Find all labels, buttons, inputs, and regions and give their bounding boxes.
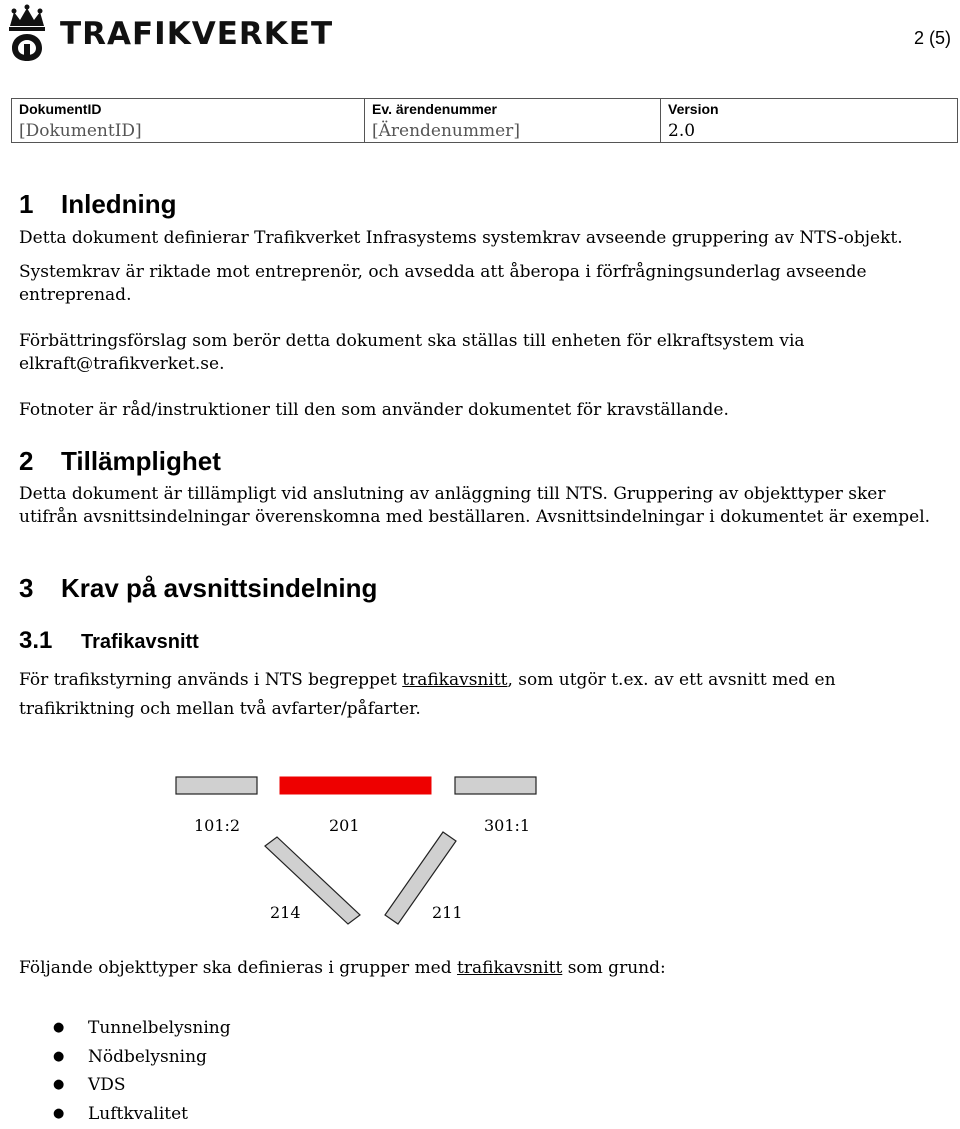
list-item: ● Tunnelbelysning	[19, 1014, 231, 1043]
doc-id-value: [DokumentID]	[19, 121, 142, 141]
list-item: ● Nödbelysning	[19, 1043, 231, 1072]
heading-krav-pa-avsnittsindelning: 3 Krav på avsnittsindelning	[19, 573, 378, 603]
label-201: 201	[329, 816, 360, 835]
list-item: ● VDS	[19, 1071, 231, 1100]
heading-tillamplighet: 2 Tillämplighet	[19, 446, 221, 476]
paragraph-1-1: Detta dokument definierar Trafikverket Infrasystems systemkrav avseende gruppering av NTS-objekt.	[19, 228, 903, 248]
paragraph-2-1: Detta dokument är tillämpligt vid anslutning av anläggning till NTS. Gruppering av objekttyper sker utifrån avsnittsindelningar överenskomna med beställaren. Avsnittsindelningar i dokumentet är exempel.	[19, 484, 931, 527]
paragraph-1-3: Förbättringsförslag som berör detta dokument ska ställas till enheten för elkraftsystem via elkraft@trafikverket.se.	[19, 331, 805, 374]
paragraph-1-2: Systemkrav är riktade mot entreprenör, och avsedda att åberopa i förfrågningsunderlag avseende entreprenad.	[19, 262, 867, 305]
heading-trafikavsnitt: 3.1 Trafikavsnitt	[19, 627, 199, 654]
case-number-value: [Ärendenummer]	[372, 121, 520, 141]
segment-101	[176, 777, 257, 794]
list-item: ● Luftkvalitet	[19, 1100, 231, 1129]
paragraph-3-1: För trafikstyrning används i NTS begreppet trafikavsnitt, som utgör t.ex. av ett avsnitt med en trafikriktning och mellan två avfarter/påfarter.	[19, 670, 836, 719]
label-101-2: 101:2	[194, 816, 241, 835]
label-211: 211	[432, 903, 463, 922]
object-type-list	[19, 1014, 231, 1129]
term-trafikavsnitt: trafikavsnitt	[402, 670, 508, 690]
heading-inledning: 1 Inledning	[19, 189, 177, 219]
doc-id-label: DokumentID	[19, 101, 102, 117]
version-label: Version	[668, 101, 719, 117]
segment-201-highlight	[280, 777, 431, 794]
term-trafikavsnitt-2: trafikavsnitt	[457, 958, 563, 978]
paragraph-3-2: Följande objekttyper ska definieras i grupper med trafikavsnitt som grund:	[19, 958, 666, 978]
version-value: 2.0	[668, 121, 696, 141]
label-214: 214	[270, 903, 301, 922]
label-301-1: 301:1	[484, 816, 531, 835]
paragraph-1-4: Fotnoter är råd/instruktioner till den som använder dokumentet för kravställande.	[19, 400, 729, 420]
page-number: 2 (5)	[913, 28, 951, 48]
logo-wordmark: TRAFIKVERKET	[60, 16, 334, 52]
segment-301	[455, 777, 536, 794]
case-number-label: Ev. ärendenummer	[372, 101, 498, 117]
